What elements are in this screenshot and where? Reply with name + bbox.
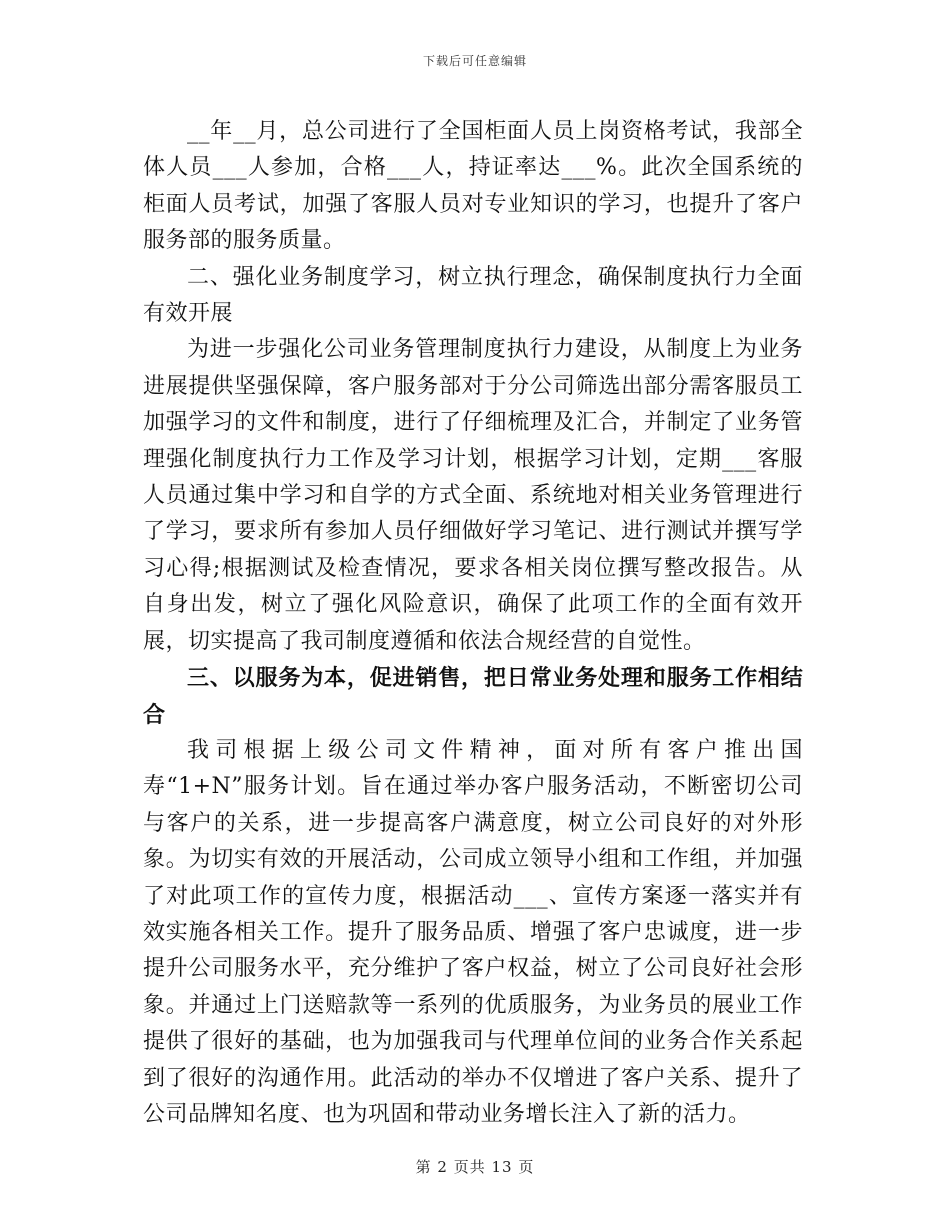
paragraph-service-plan: 我司根据上级公司文件精神，面对所有客户推出国寿“1+N”服务计划。旨在通过举办客户服务活动，不断密切公司与客户的关系，进一步提高客户满意度，树立公司良好的对外形象。为切实有效的开展活动，公司成立领导小组和工作组，并加强了对此项工作的宣传力度，根据活动___、宣传方案逐一落实并有效实施各相关工作。提升了服务品质、增强了客户忠诚度，进一步提升公司服务水平，充分维护了客户权益，树立了公司良好社会形象。并通过上门送赔款等一系列的优质服务，为业务员的展业工作提供了很好的基础，也为加强我司与代理单位间的业务合作关系起到了很好的沟通作用。此活动的举办不仅增进了客户关系、提升了公司品牌知名度、也为巩固和带动业务增长注入了新的活力。 bbox=[143, 737, 803, 1127]
document-body bbox=[143, 114, 803, 1133]
paragraph-exam-results: __年__月，总公司进行了全国柜面人员上岗资格考试，我部全体人员___人参加，合格___人，持证率达___%。此次全国系统的柜面人员考试，加强了客服人员对专业知识的学习，也提升了客户服务部的服务质量。 bbox=[143, 119, 803, 254]
page-header: 下载后可任意编辑 bbox=[422, 54, 527, 68]
section-heading-3: 三、以服务为本，促进销售，把日常业务处理和服务工作相结合 bbox=[143, 665, 803, 728]
page-footer: 第 2 页共 13 页 bbox=[415, 1158, 535, 1176]
section-heading-2: 二、强化业务制度学习，树立执行理念，确保制度执行力全面有效开展 bbox=[143, 264, 803, 327]
paragraph-system-study: 为进一步强化公司业务管理制度执行力建设，从制度上为业务进展提供坚强保障，客户服务部对于分公司筛选出部分需客服员工加强学习的文件和制度，进行了仔细梳理及汇合，并制定了业务管理强化制度执行力工作及学习计划，根据学习计划，定期___客服人员通过集中学习和自学的方式全面、系统地对相关业务管理进行了学习，要求所有参加人员仔细做好学习笔记、进行测试并撰写学习心得;根据测试及检查情况，要求各相关岗位撰写整改报告。从自身出发，树立了强化风险意识，确保了此项工作的全面有效开展，切实提高了我司制度遵循和依法合规经营的自觉性。 bbox=[143, 337, 803, 654]
